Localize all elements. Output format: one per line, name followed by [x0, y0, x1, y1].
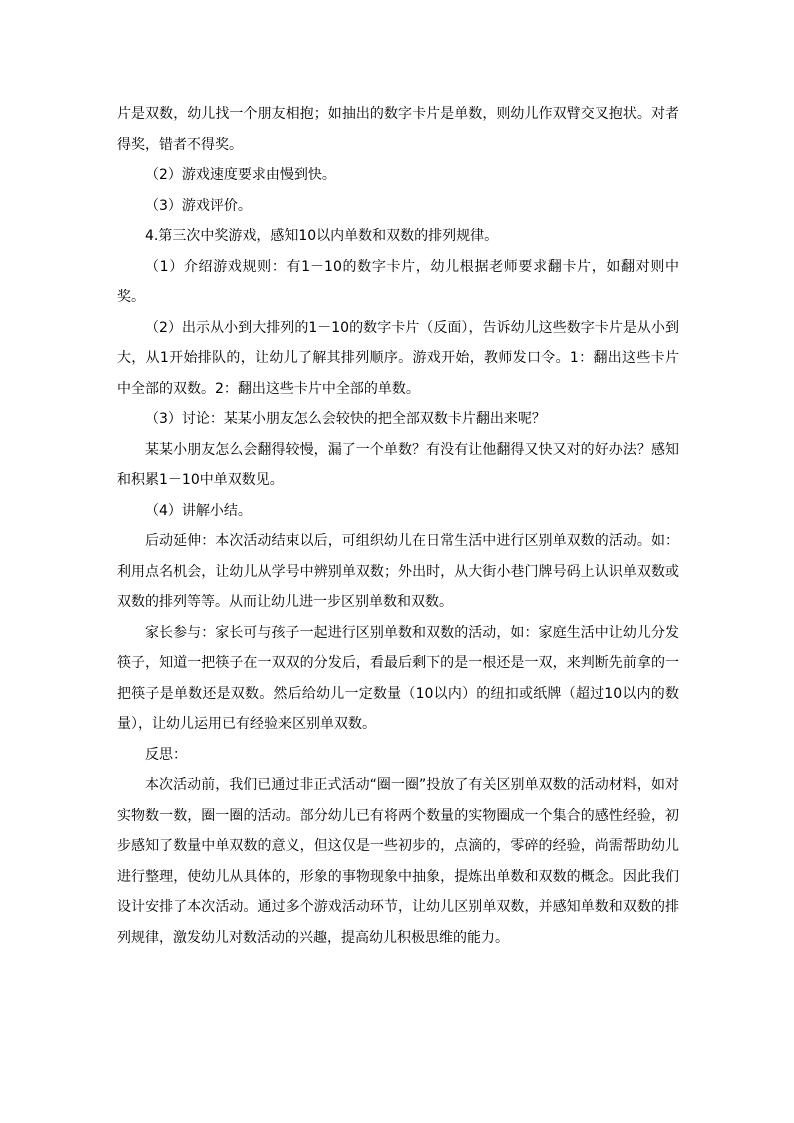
paragraph-12: 反思： — [145, 746, 187, 763]
paragraph-7: （3）讨论：某某小朋友怎么会较快的把全部双数卡片翻出来呢？ — [145, 411, 546, 427]
paragraph-11: 家长参与：家长可与孩子一起进行区别单数和双数的活动，如：家庭生活中让幼儿分发筷子，知道一把筷子在一双双的分发后，看最后剩下的是一根还是一双，来判断先前拿的一把筷子是单数还是双数。然后给幼儿一定数量（10以内）的纽扣或纸牌（超过10以内的数量），让幼儿运用已有经验来区别单双数。 — [117, 624, 679, 732]
paragraph-5: （1）介绍游戏规则：有1－10的数字卡片，幼儿根据老师要求翻卡片，如翻对则中奖。 — [117, 258, 679, 305]
paragraph-6: （2）出示从小到大排列的1－10的数字卡片（反面），告诉幼儿这些数字卡片是从小到大，从1开始排队的，让幼儿了解其排列顺序。游戏开始，教师发口令。1：翻出这些卡片中全部的双数。2：翻出这些卡片中全部的单数。 — [117, 319, 679, 397]
paragraph-10: 后动延伸：本次活动结束以后，可组织幼儿在日常生活中进行区别单双数的活动。如：利用点名机会，让幼儿从学号中辨别单双数；外出时，从大街小巷门牌号码上认识单双数或双数的排列等等。从而让幼儿进一步区别单数和双数。 — [117, 533, 679, 610]
paragraph-4: 4.第三次中奖游戏，感知10以内单数和双数的排列规律。 — [145, 228, 499, 244]
paragraph-13: 本次活动前，我们已通过非正式活动“圈一圈”投放了有关区别单双数的活动材料，如对实物数一数，圈一圈的活动。部分幼儿已有将两个数量的实物圈成一个集合的感性经验，初步感知了数量中单双数的意义，但这仅是一些初步的，点滴的，零碎的经验，尚需帮助幼儿进行整理，使幼儿从具体的，形象的事物现象中抽象，提炼出单数和双数的概念。因此我们设计安排了本次活动。通过多个游戏活动环节，让幼儿区别单双数，并感知单数和双数的排列规律，激发幼儿对数活动的兴趣，提高幼儿积极思维的能力。 — [117, 777, 679, 946]
paragraph-2: （2）游戏速度要求由慢到快。 — [145, 167, 336, 183]
document-body — [117, 99, 679, 953]
paragraph-8: 某某小朋友怎么会翻得较慢，漏了一个单数？有没有让他翻得又快又对的好办法？感知和积累1－10中单双数见。 — [117, 441, 679, 488]
paragraph-9: （4）讲解小结。 — [145, 502, 252, 519]
paragraph-1: 片是双数，幼儿找一个朋友相抱；如抽出的数字卡片是单数，则幼儿作双臂交叉抱状。对者得奖，错者不得奖。 — [117, 106, 679, 153]
paragraph-3: （3）游戏评价。 — [145, 197, 252, 214]
